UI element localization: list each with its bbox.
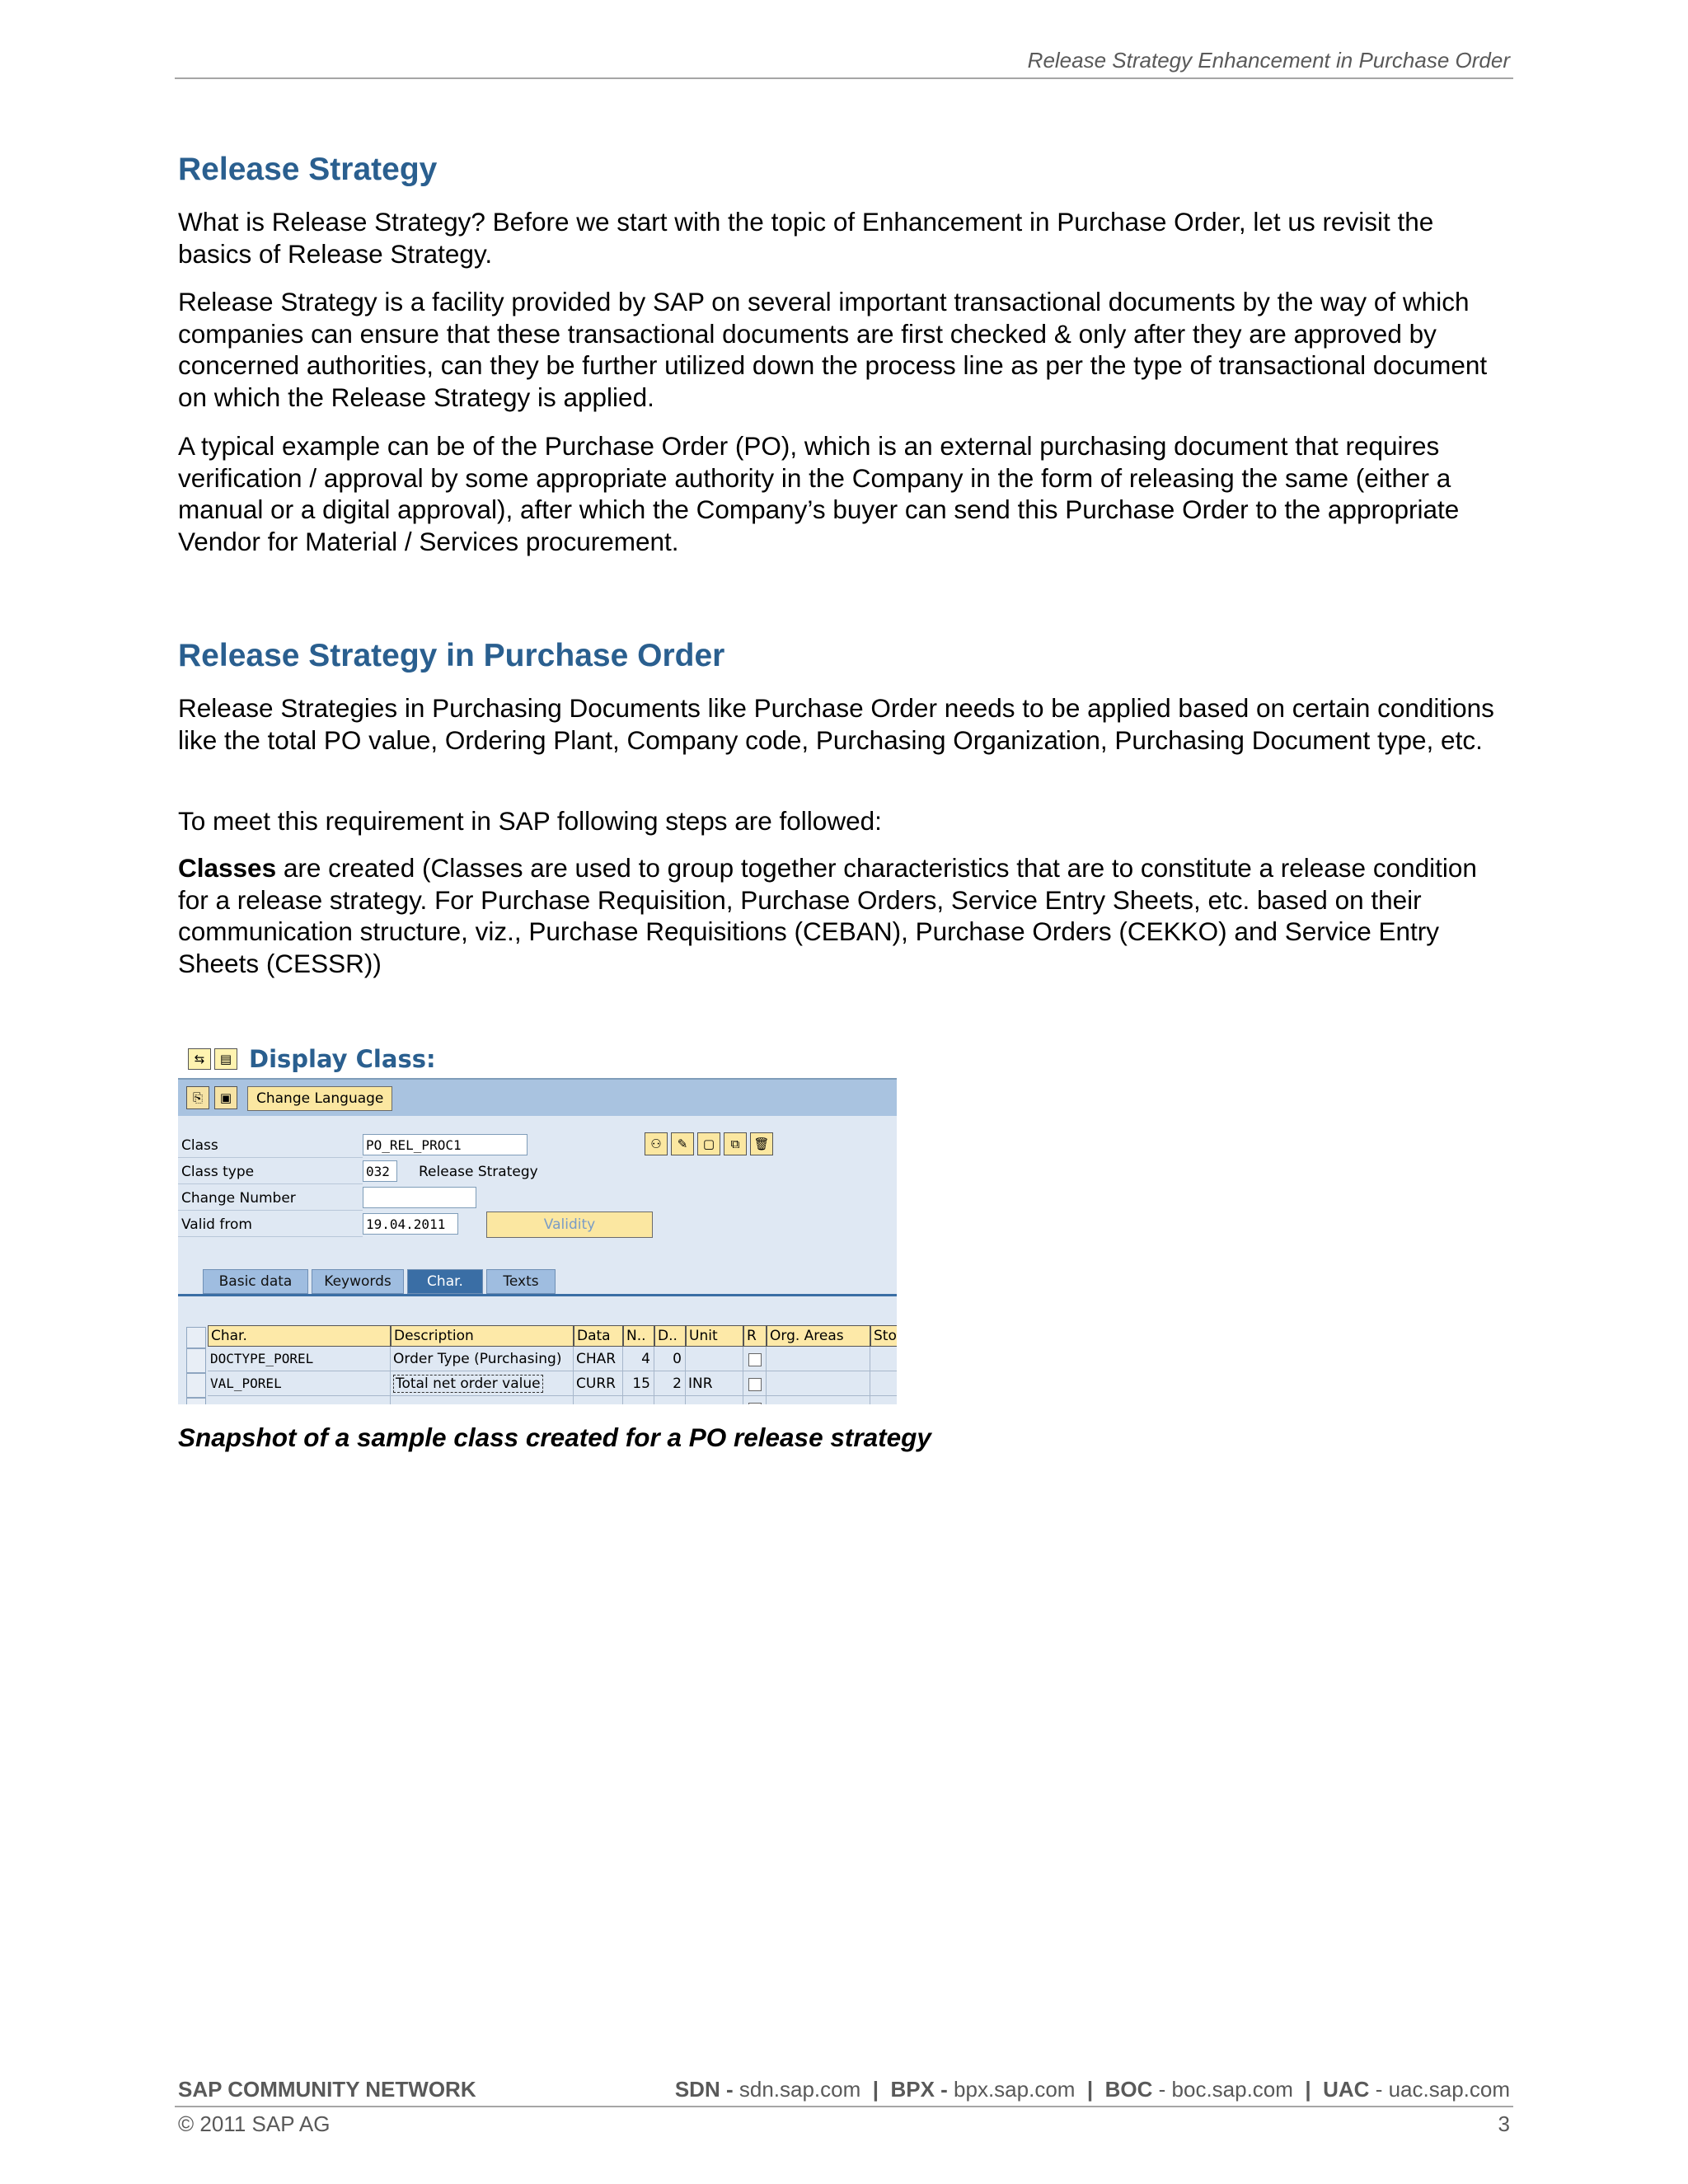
valid-from-rule	[178, 1236, 363, 1237]
cell-r	[743, 1371, 767, 1396]
column-header-org-areas[interactable]: Org. Areas	[767, 1325, 870, 1347]
cell-sto[interactable]	[870, 1396, 897, 1404]
glasses-icon[interactable]: ⚇	[645, 1132, 668, 1155]
copyright: © 2011 SAP AG	[178, 2111, 331, 2136]
validity-button[interactable]: Validity	[486, 1212, 653, 1238]
sap-screen-title: Display Class:	[249, 1045, 436, 1073]
sdn-link[interactable]: sdn.sap.com	[738, 2077, 861, 2102]
row-selector[interactable]	[186, 1348, 206, 1373]
class-type-field[interactable]: 032	[363, 1160, 397, 1182]
classes-description: are created (Classes are used to group together characteristics that are to constitute a release condition for a release strategy. For Purchase Requisition, Purchase Orders, Service Entry Sheets, etc. based on their communication structure, viz., Purchase Requisitions (CEBAN), Purchase Orders (CEKKO) and Service Entry Sheets (CESSR))	[178, 853, 1477, 978]
cell-n[interactable]	[623, 1396, 654, 1404]
row-selector[interactable]	[186, 1373, 206, 1398]
column-header-data[interactable]: Data	[574, 1325, 623, 1347]
sap-display-class-screenshot	[178, 1040, 897, 1404]
section-heading-po: Release Strategy in Purchase Order	[178, 638, 725, 673]
sdn-label: SDN -	[674, 2077, 734, 2102]
class-label: Class	[181, 1137, 218, 1154]
class-field[interactable]: PO_REL_PROC1	[363, 1134, 528, 1155]
column-header-d[interactable]: D..	[654, 1325, 686, 1347]
cell-n[interactable]: 4	[623, 1347, 654, 1371]
pencil-icon[interactable]: ✎	[671, 1132, 694, 1155]
figure-caption: Snapshot of a sample class created for a PO release strategy	[178, 1422, 931, 1452]
tab-texts[interactable]: Texts	[486, 1269, 556, 1294]
class-type-rule	[178, 1183, 363, 1184]
class-action-icons	[645, 1132, 776, 1155]
r-checkbox[interactable]	[748, 1353, 762, 1366]
table-row	[208, 1371, 897, 1396]
boc-link[interactable]: - boc.sap.com	[1158, 2077, 1293, 2102]
uac-link[interactable]: - uac.sap.com	[1375, 2077, 1510, 2102]
class-type-description: Release Strategy	[419, 1164, 538, 1180]
change-number-rule	[178, 1210, 363, 1211]
cell-char[interactable]: DOCTYPE_POREL	[208, 1347, 391, 1371]
cell-data-type[interactable]: CHAR	[574, 1347, 623, 1371]
footer-separator: |	[1086, 2077, 1094, 2102]
class-rule	[178, 1157, 363, 1158]
footer-rule	[175, 2106, 1513, 2107]
copy-document-icon[interactable]: ⧉	[724, 1132, 747, 1155]
tab-basic-data[interactable]: Basic data	[203, 1269, 308, 1294]
paragraph-intro: What is Release Strategy? Before we start with the topic of Enhancement in Purchase Order, let us revisit the basics of Release Strategy.	[178, 207, 1434, 269]
focused-description[interactable]: Total net order value	[393, 1375, 543, 1393]
column-header-n[interactable]: N..	[623, 1325, 654, 1347]
column-header-r[interactable]: R	[743, 1325, 767, 1347]
r-checkbox[interactable]	[748, 1378, 762, 1391]
cell-description[interactable]: Order Type (Purchasing)	[391, 1347, 574, 1371]
row-selector[interactable]	[186, 1398, 206, 1404]
cell-org-areas[interactable]	[767, 1347, 870, 1371]
cell-unit[interactable]	[686, 1347, 743, 1371]
tab-char[interactable]: Char.	[407, 1269, 483, 1294]
cell-org-areas[interactable]	[767, 1371, 870, 1396]
cell-data-type[interactable]: CURR	[574, 1371, 623, 1396]
header-rule	[175, 77, 1513, 79]
bpx-label: BPX -	[890, 2077, 948, 2102]
cell-unit[interactable]	[686, 1396, 743, 1404]
select-all-handle[interactable]	[186, 1327, 206, 1348]
characteristics-table	[178, 1296, 897, 1404]
tab-keywords[interactable]: Keywords	[312, 1269, 404, 1294]
sap-application-toolbar	[178, 1080, 897, 1116]
cell-char[interactable]	[208, 1396, 391, 1404]
paragraph-definition: Release Strategy is a facility provided by SAP on several important transactional documents by the way of which companies can ensure that these transactional documents are first checked & only after they are approved by concerned authorities, can they be further utilized down the process line as per the type of transactional document on which the Release Strategy is applied.	[178, 287, 1488, 412]
cell-d[interactable]: 0	[654, 1347, 686, 1371]
copy-icon[interactable]: ⎘	[186, 1086, 209, 1109]
footer-links	[675, 2077, 1510, 2102]
running-header: Release Strategy Enhancement in Purchase Order	[1027, 48, 1510, 73]
cell-sto[interactable]	[870, 1371, 897, 1396]
table-row	[208, 1396, 897, 1404]
paragraph-example: A typical example can be of the Purchase Order (PO), which is an external purchasing document that requires verification / approval by some appropriate authority in the Company in the form of releasing the same (either a manual or a digital approval), after which the Company’s buyer can send this Purchase Order to the appropriate Vendor for Material / Services procurement.	[178, 431, 1460, 556]
cell-char[interactable]: VAL_POREL	[208, 1371, 391, 1396]
section-heading-release-strategy: Release Strategy	[178, 152, 438, 187]
other-object-icon[interactable]: ⇆	[188, 1048, 211, 1070]
boc-label: BOC	[1104, 2077, 1153, 2102]
paragraph-conditions: Release Strategies in Purchasing Documents like Purchase Order needs to be applied based on certain conditions like the total PO value, Ordering Plant, Company code, Purchasing Organization, Purchasing Document type, etc.	[178, 693, 1494, 755]
footer-network: SAP COMMUNITY NETWORK	[178, 2077, 476, 2102]
column-header-description[interactable]: Description	[391, 1325, 574, 1347]
cell-org-areas[interactable]	[767, 1396, 870, 1404]
cell-description[interactable]	[391, 1396, 574, 1404]
cell-r	[743, 1396, 767, 1404]
cell-data-type[interactable]	[574, 1396, 623, 1404]
footer-separator: |	[872, 2077, 879, 2102]
cell-unit[interactable]: INR	[686, 1371, 743, 1396]
valid-from-field[interactable]: 19.04.2011	[363, 1213, 458, 1235]
footer-separator: |	[1305, 2077, 1311, 2102]
page-number: 3	[1498, 2111, 1510, 2136]
valid-from-label: Valid from	[181, 1216, 252, 1233]
table-header	[208, 1325, 897, 1347]
r-checkbox[interactable]	[748, 1403, 762, 1404]
column-header-unit[interactable]: Unit	[686, 1325, 743, 1347]
change-number-label: Change Number	[181, 1190, 296, 1207]
cell-sto[interactable]	[870, 1347, 897, 1371]
cell-description[interactable]	[391, 1371, 574, 1396]
cell-r	[743, 1347, 767, 1371]
cell-n[interactable]: 15	[623, 1371, 654, 1396]
change-number-field[interactable]	[363, 1187, 476, 1208]
uac-label: UAC	[1323, 2077, 1370, 2102]
display-object-icon[interactable]: ▤	[214, 1048, 237, 1070]
classes-term: Classes	[178, 853, 277, 883]
sap-title-bar	[178, 1040, 897, 1080]
paragraph-classes	[178, 852, 1513, 979]
create-document-icon[interactable]: ▢	[697, 1132, 720, 1155]
column-header-char[interactable]: Char.	[208, 1325, 391, 1347]
table-row	[208, 1347, 897, 1371]
change-language-button[interactable]: Change Language	[247, 1086, 392, 1111]
class-type-label: Class type	[181, 1164, 255, 1180]
column-header-sto[interactable]: Sto	[870, 1325, 897, 1347]
bpx-link[interactable]: bpx.sap.com	[954, 2077, 1076, 2102]
cell-d[interactable]	[654, 1396, 686, 1404]
print-icon[interactable]: ▣	[214, 1086, 237, 1109]
paragraph-steps: To meet this requirement in SAP following steps are followed:	[178, 806, 882, 836]
cell-d[interactable]: 2	[654, 1371, 686, 1396]
delete-icon[interactable]: 🗑	[750, 1132, 773, 1155]
